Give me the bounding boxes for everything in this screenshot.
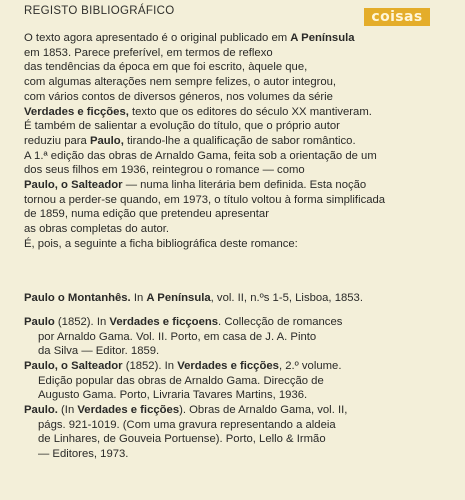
text-span: (In	[57, 404, 78, 416]
paragraph-line	[24, 207, 269, 222]
paragraph-line	[24, 222, 169, 237]
paragraph-line	[24, 105, 372, 120]
bold-text: Paulo, o Salteador	[24, 360, 123, 372]
text-span: por Arnaldo Gama. Vol. II. Porto, em casa de J. A. Pinto	[38, 330, 317, 343]
paragraph-line	[24, 237, 298, 252]
text-span: (1852). In	[122, 360, 178, 372]
text-span: — Editores, 1973.	[38, 447, 129, 460]
text-span: ). Obras de Arnaldo Gama, vol. II,	[179, 404, 348, 416]
text-span: com vários contos de diversos géneros, nos volumes da série	[24, 90, 333, 103]
text-span: tornou a perder-se quando, em 1973, o título voltou à forma simplificada	[24, 193, 386, 206]
reference-entry-line	[38, 432, 326, 447]
text-span: de 1859, numa edição que pretendeu apresentar	[24, 208, 269, 221]
reference-entry-first-line	[24, 403, 347, 418]
text-span: as obras completas do autor.	[24, 223, 170, 236]
text-span: com algumas alterações nem sempre felizes, o autor integrou,	[24, 76, 337, 89]
brand-badge-label: coisas	[371, 9, 423, 25]
text-span: O texto agora apresentado é o original publicado em	[24, 32, 291, 44]
text-span: texto que os editores do século XX mantiveram.	[128, 105, 372, 118]
reference-entry-first-line	[24, 359, 341, 374]
reference-entry-line	[38, 418, 336, 433]
paragraph-line	[24, 193, 385, 208]
reference-entry-first-line	[24, 291, 363, 306]
text-span: das tendências da época em que foi escrito, àquele que,	[24, 61, 308, 74]
bold-text: Verdades e ficçoens	[109, 316, 219, 328]
text-span: em 1853. Parece preferível, em termos de reflexo	[24, 46, 273, 59]
bold-text: Paulo, o Salteador	[24, 179, 123, 191]
text-span: tirando-lhe a qualificação de sabor romântico.	[123, 134, 356, 147]
bold-text: Verdades e ficções,	[24, 105, 129, 118]
text-span: , 2.º volume.	[278, 360, 342, 372]
bold-text: A Península	[290, 32, 355, 44]
text-span: É também de salientar a evolução do título, que o próprio autor	[24, 120, 340, 133]
reference-entry-line	[38, 330, 316, 345]
paragraph-line	[24, 149, 377, 164]
paragraph-line	[24, 60, 307, 75]
reference-entry-line	[38, 447, 128, 462]
paragraph-line	[24, 46, 273, 61]
bold-text: Paulo o Montanhês.	[24, 292, 131, 304]
text-span: A 1.ª edição das obras de Arnaldo Gama, feita sob a orientação de um	[24, 149, 377, 162]
reference-entry-first-line	[24, 315, 342, 330]
paragraph-line	[24, 134, 356, 149]
brand-badge	[364, 8, 430, 26]
text-span: de Linhares, de Gouveia Portuense). Porto, Lello & Irmão	[38, 433, 326, 446]
paragraph-line	[24, 31, 355, 46]
text-span: . Collecção de romances	[218, 316, 343, 328]
paragraph-line	[24, 163, 305, 178]
text-span: págs. 921-1019. (Com uma gravura representando a aldeia	[38, 418, 336, 431]
text-span: In	[130, 292, 147, 304]
paragraph-line	[24, 119, 340, 134]
text-span: Augusto Gama. Porto, Livraria Tavares Martins, 1936.	[38, 389, 308, 402]
reference-entry-line	[38, 344, 159, 359]
paragraph-line	[24, 178, 366, 193]
text-span: (1852). In	[54, 316, 110, 328]
bold-text: A Península	[146, 292, 211, 304]
section-title: REGISTO BIBLIOGRÁFICO	[24, 5, 175, 17]
text-span: Edição popular das obras de Arnaldo Gama. Direcção de	[38, 374, 324, 387]
text-span: , vol. II, n.ºs 1-5, Lisboa, 1853.	[210, 292, 363, 304]
bold-text: Paulo.	[24, 404, 58, 416]
text-span: É, pois, a seguinte a ficha bibliográfica deste romance:	[24, 237, 298, 250]
text-span: dos seus filhos em 1936, reintegrou o romance — como	[24, 164, 305, 177]
bold-text: Verdades e ficções	[77, 404, 180, 416]
bold-text: Paulo	[24, 316, 55, 328]
reference-entry-line	[38, 388, 307, 403]
bold-text: Paulo,	[89, 134, 124, 147]
reference-entry-line	[38, 374, 324, 389]
text-span: — numa linha literária bem definida. Esta noção	[122, 179, 367, 191]
paragraph-line	[24, 90, 333, 105]
bold-text: Verdades e ficções	[177, 360, 279, 372]
text-span: da Silva — Editor. 1859.	[38, 345, 160, 358]
paragraph-line	[24, 75, 336, 90]
text-span: reduziu para	[24, 134, 90, 147]
